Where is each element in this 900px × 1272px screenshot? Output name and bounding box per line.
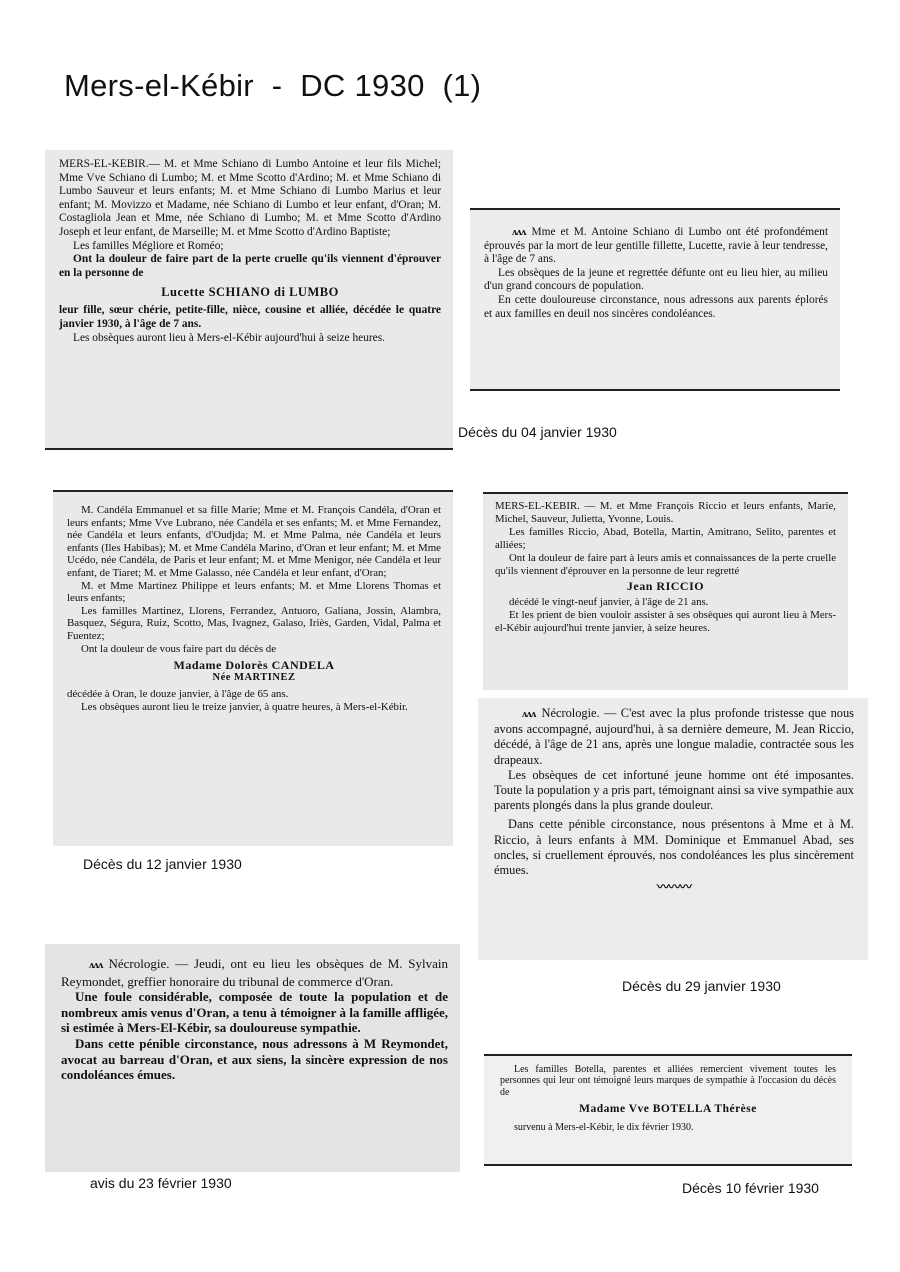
notice-text: Les obsèques auront lieu le treize janvier, à quatre heures, à Mers-el-Kébir. [81,700,408,713]
notice-text: ʌʌʌ Mme et M. Antoine Schiano di Lumbo ont été profondément éprouvés par la mort de leur gentille fillette, Lucette, ravie à leur tendresse, à l'âge de 7 ans. [484,226,828,266]
deceased-name: Lucette SCHIANO di LUMBO [161,285,339,300]
notice-text: ʌʌʌ Nécrologie. — Jeudi, ont eu lieu les obsèques de M. Sylvain Reymondet, greffier honoraire du tribunal de commerce d'Oran. [61,956,448,989]
notice-text: Dans cette pénible circonstance, nous adressons à M Reymondet, avocat au barreau d'Oran, et aux siens, la sincère expression de nos condoléances émues. [61,1035,448,1083]
notice-text: décédé le vingt-neuf janvier, à l'âge de 21 ans. [509,596,709,609]
notice-text: Les obsèques de la jeune et regrettée défunte ont eu lieu hier, au milieu d'un grand concours de population. [484,266,828,293]
notice-text: Les familles Martinez, Llorens, Ferrandez, Antuoro, Galiana, Jossin, Alambra, Basquez, Ségura, Ruiz, Scotto, Mas, Ivagnez, Galaso, Iriès, Garden, Vidal, Palma et Fuentez; [67,604,441,642]
deceased-name: Madame Vve BOTELLA Thérèse [579,1103,757,1116]
notice-text: Les familles Botella, parentes et alliées remercient vivement toutes les personnes qui leur ont témoigné leurs marques de sympathie à l'occasion du décès de [500,1064,836,1098]
wave-ornament-icon: ʌʌʌ [522,708,536,720]
notice-text: Ont la douleur de vous faire part du décès de [81,642,277,655]
deceased-name: Madame Dolorès CANDELA [173,658,335,673]
notice-text: Les obsèques de cet infortuné jeune homme ont été imposantes. Toute la population y a pris part, témoignant ainsi sa vive sympathie aux parents plongés dans la plus grande douleur. [494,767,854,813]
page-title: Mers-el-Kébir - DC 1930 (1) [64,68,482,103]
notice-text: M. et Mme Martinez Philippe et leurs enfants; M. et Mme Llorens Thomas et leurs enfants; [67,579,441,605]
notice-text: Dans cette pénible circonstance, nous présentons à Mme et à M. Riccio, à leurs enfants à MM. Dominique et Emmanuel Abad, ses oncles, si cruellement éprouvés, nos condoléances les plus sincèrement émues. [494,817,854,878]
notice-text: Les familles Riccio, Abad, Botella, Martin, Amitrano, Selito, parentes et alliées; [495,525,836,551]
clipping-candela-notice [53,490,453,846]
deceased-name: Jean RICCIO [626,579,705,594]
notice-text: décédée à Oran, le douze janvier, à l'âge de 65 ans. [67,688,289,701]
tilde-ornament-icon: 〰〰〰 [656,880,692,895]
notice-text: ʌʌʌ Nécrologie. — C'est avec la plus profonde tristesse que nous avons accompagné, aujourd'hui, à sa dernière demeure, M. Jean Riccio, décédé, à l'âge de 21 ans, après une longue maladie, contractée sous les drapeaux. [494,706,854,767]
clipping-schiano-family-notice [45,150,453,450]
notice-text: MERS-EL-KEBIR.— M. et Mme Schiano di Lumbo Antoine et leur fils Michel; Mme Vve Schiano di Lumbo; M. et Mme Scotto d'Ardino; M. et Mme Schiano di Lumbo Sauveur et leurs enfants; M. et Mme Schiano di Lumbo Marius et leur enfant; M. Movizzo et Madame, née Schiano di Lumbo et leur enfant, d'Oran; M. Costagliola Jean et Mme, née Schiano di Lumbo; M. et Mme Scotto d'Ardino Joseph et leur enfant, de Marseille; M. et Mme Scotto d'Ardino Baptiste; [59,158,441,238]
notice-text: En cette douloureuse circonstance, nous adressons aux parents éplorés et aux familles en deuil nos sincères condoléances. [484,293,828,320]
caption-deces-10-fevrier: Décès 10 février 1930 [682,1180,819,1196]
notice-text: Ont la douleur de faire part à leurs amis et connaissances de la perte cruelle qu'ils viennent d'éprouver en la personne de leur regretté [495,551,836,577]
clipping-reymondet-necrologie [45,944,460,1172]
notice-text: Une foule considérable, composée de toute la population et de nombreux amis venus d'Oran, a tenu à témoigner à la famille affligée, si estimée à Mers-El-Kébir, sa douloureuse sympathie. [61,989,448,1036]
clipping-botella-remerciements [484,1054,852,1166]
clipping-schiano-condolences [470,208,840,391]
notice-text: Les obsèques auront lieu à Mers-el-Kébir aujourd'hui à seize heures. [73,331,386,344]
notice-text: Ont la douleur de faire part de la perte cruelle qu'ils viennent d'éprouver en la personne de [59,253,441,279]
notice-text: leur fille, sœur chérie, petite-fille, nièce, cousine et alliée, décédée le quatre janvier 1930, à l'âge de 7 ans. [59,304,441,330]
wave-ornament-icon: ʌʌʌ [89,959,103,971]
wave-ornament-icon: ʌʌʌ [512,226,526,238]
notice-text: Et les prient de bien vouloir assister à ses obsèques qui auront lieu à Mers-el-Kébir aujourd'hui trente janvier, à seize heures. [495,609,836,635]
notice-text: M. Candéla Emmanuel et sa fille Marie; Mme et M. François Candéla, d'Oran et leurs enfants; Mme Vve Lubrano, née Candéla et ses enfants; M. et Mme Fernandez, née Candéla et leurs enfants, d'Oudjda; M. et Mme Palma, née Candéla et leurs enfants (Iles Habibas); M. et Mme Candéla Marino, d'Oran et leur enfant; M. et Mme Ucédo, née Candéla, de Paris et leur enfant; M. et Mme Menigor, née Candéla et leur enfant, de Tiaret; M. et Mme Galasso, née Candéla et leur enfant, d'Oran; [67,504,441,579]
notice-text: Les familles Mégliore et Roméo; [73,239,224,252]
clipping-riccio-notice [483,492,848,690]
caption-deces-29-janvier: Décès du 29 janvier 1930 [622,978,781,994]
notice-text: survenu à Mers-el-Kébir, le dix février 1930. [514,1121,694,1133]
caption-avis-23-fevrier: avis du 23 février 1930 [90,1175,232,1191]
caption-deces-12-janvier: Décès du 12 janvier 1930 [83,856,242,872]
notice-text: MERS-EL-KEBIR. — M. et Mme François Riccio et leurs enfants, Marie, Michel, Sauveur, Julietta, Yvonne, Louis. [495,500,836,525]
clipping-riccio-necrologie [478,698,868,960]
deceased-maiden-name: Née MARTINEZ [212,671,296,683]
caption-deces-04-janvier: Décès du 04 janvier 1930 [458,424,617,440]
